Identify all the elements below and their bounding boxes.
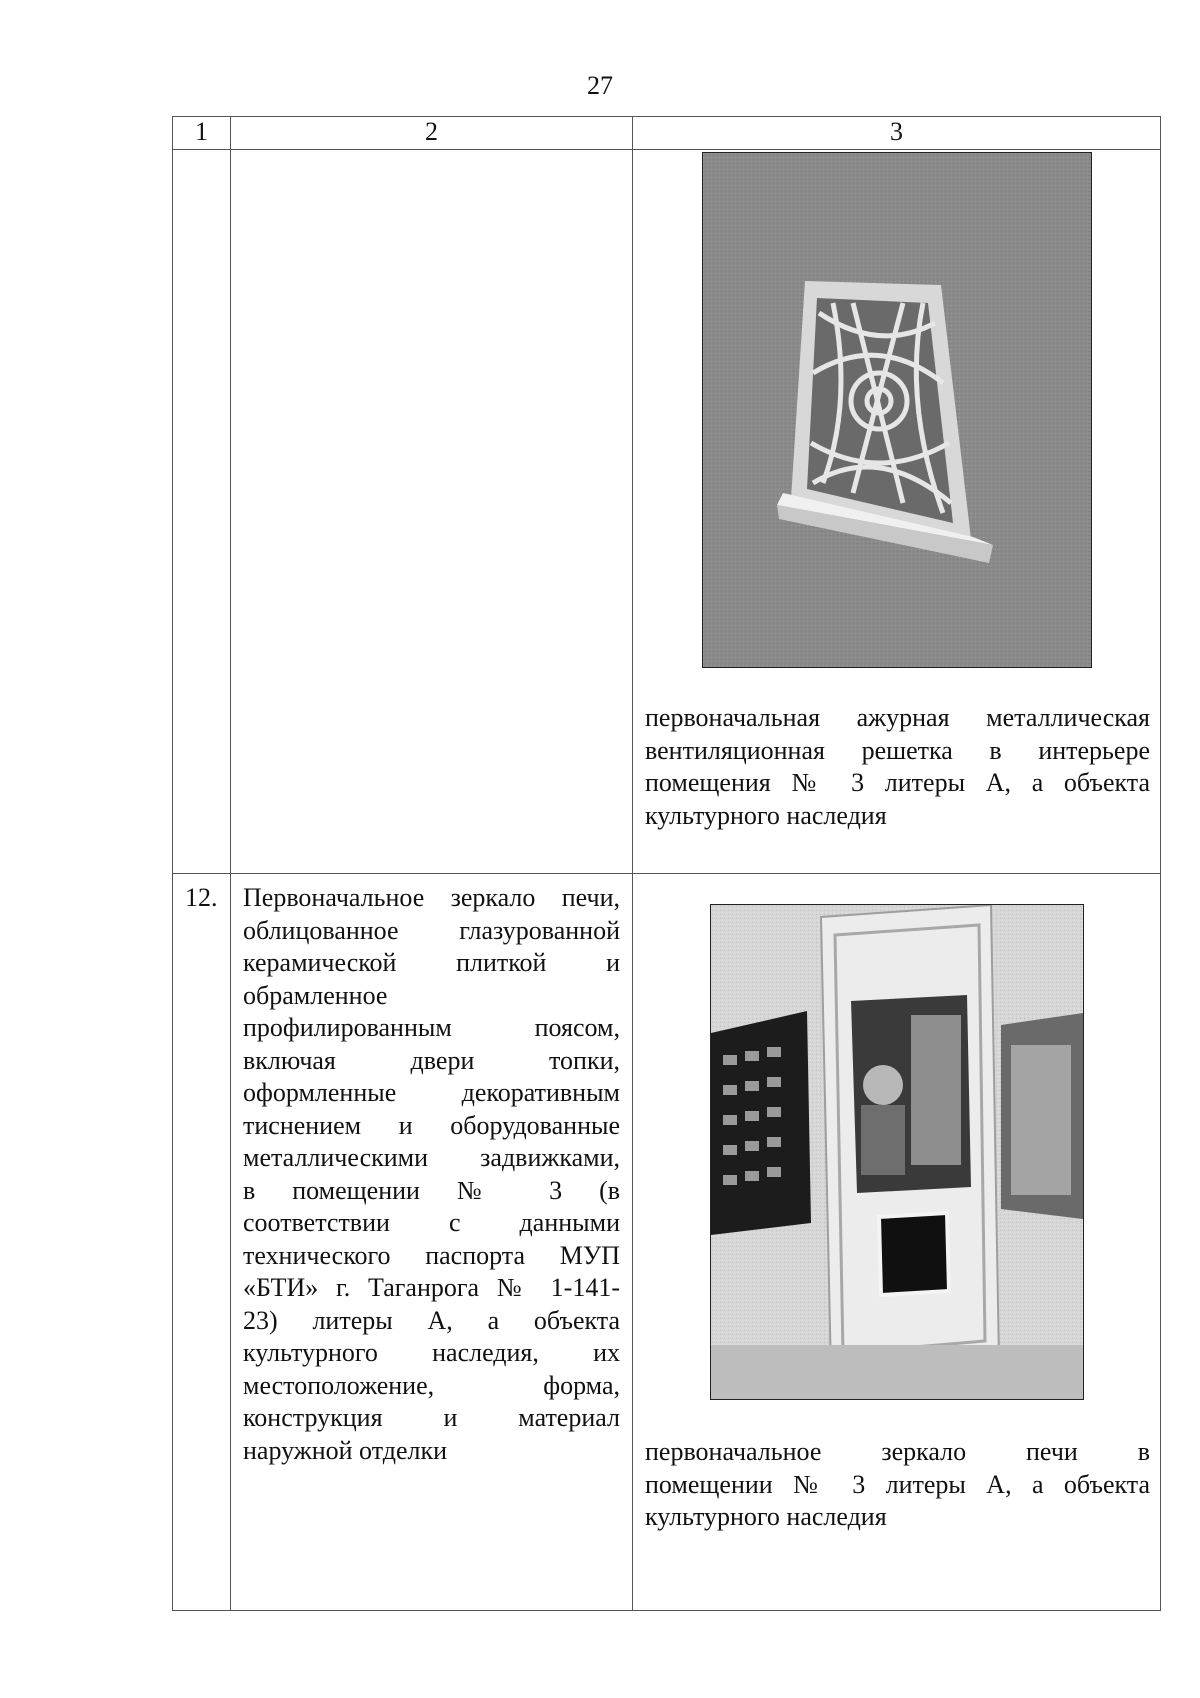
description-line: Первоначальное зеркало печи, bbox=[243, 883, 620, 912]
description-line: местоположение, форма, bbox=[243, 1370, 620, 1400]
row-description bbox=[231, 150, 633, 874]
header-col-2: 2 bbox=[231, 117, 633, 150]
ventilation-grille-photo bbox=[702, 152, 1092, 668]
description-line: в помещении № 3 (в bbox=[243, 1175, 620, 1205]
description-line: металлическими задвижками, bbox=[243, 1143, 620, 1172]
description-line: тиснением и оборудованные bbox=[243, 1110, 620, 1140]
description-line: профилированным поясом, bbox=[243, 1013, 620, 1042]
caption-line: вентиляционная решетка в интерьере bbox=[645, 735, 1150, 765]
photo-caption bbox=[633, 702, 1160, 832]
page-number: 27 bbox=[587, 71, 613, 100]
description-line: наружной отделки bbox=[243, 1435, 448, 1465]
caption-line: первоначальная ажурная металлическая bbox=[645, 703, 1150, 732]
description-line: культурного наследия, их bbox=[243, 1338, 620, 1367]
description-line: технического паспорта МУП bbox=[243, 1240, 620, 1270]
description-line: соответствии с данными bbox=[243, 1208, 620, 1237]
row-photo-cell bbox=[633, 874, 1161, 1611]
row-photo-cell bbox=[633, 150, 1161, 874]
description-line: включая двери топки, bbox=[243, 1045, 620, 1075]
description-line: 23) литеры А, а объекта bbox=[243, 1305, 620, 1335]
description-line: конструкция и материал bbox=[243, 1403, 620, 1432]
photo-caption bbox=[633, 1436, 1160, 1534]
table-header-row bbox=[173, 117, 1161, 150]
description-line: обрамленное bbox=[243, 980, 388, 1010]
caption-line: помещения № 3 литеры А, а объекта bbox=[645, 768, 1150, 797]
description-line: керамической плиткой и bbox=[243, 948, 620, 977]
row-description bbox=[231, 874, 633, 1611]
description-line: облицованное глазурованной bbox=[243, 915, 620, 945]
caption-line: культурного наследия bbox=[645, 1502, 887, 1531]
caption-line: первоначальное зеркало печи в bbox=[645, 1437, 1150, 1466]
description-line: «БТИ» г. Таганрога № 1-141- bbox=[243, 1273, 620, 1302]
row-number: 12. bbox=[173, 874, 231, 1611]
table-row bbox=[173, 874, 1161, 1611]
header-col-3: 3 bbox=[633, 117, 1161, 150]
header-col-1: 1 bbox=[173, 117, 231, 150]
caption-line: помещении № 3 литеры А, а объекта bbox=[645, 1469, 1150, 1499]
table-row bbox=[173, 150, 1161, 874]
stove-mirror-photo bbox=[710, 904, 1084, 1400]
row-number bbox=[173, 150, 231, 874]
caption-line: культурного наследия bbox=[645, 800, 887, 830]
document-table bbox=[172, 116, 1161, 1611]
description-line: оформленные декоративным bbox=[243, 1078, 620, 1107]
